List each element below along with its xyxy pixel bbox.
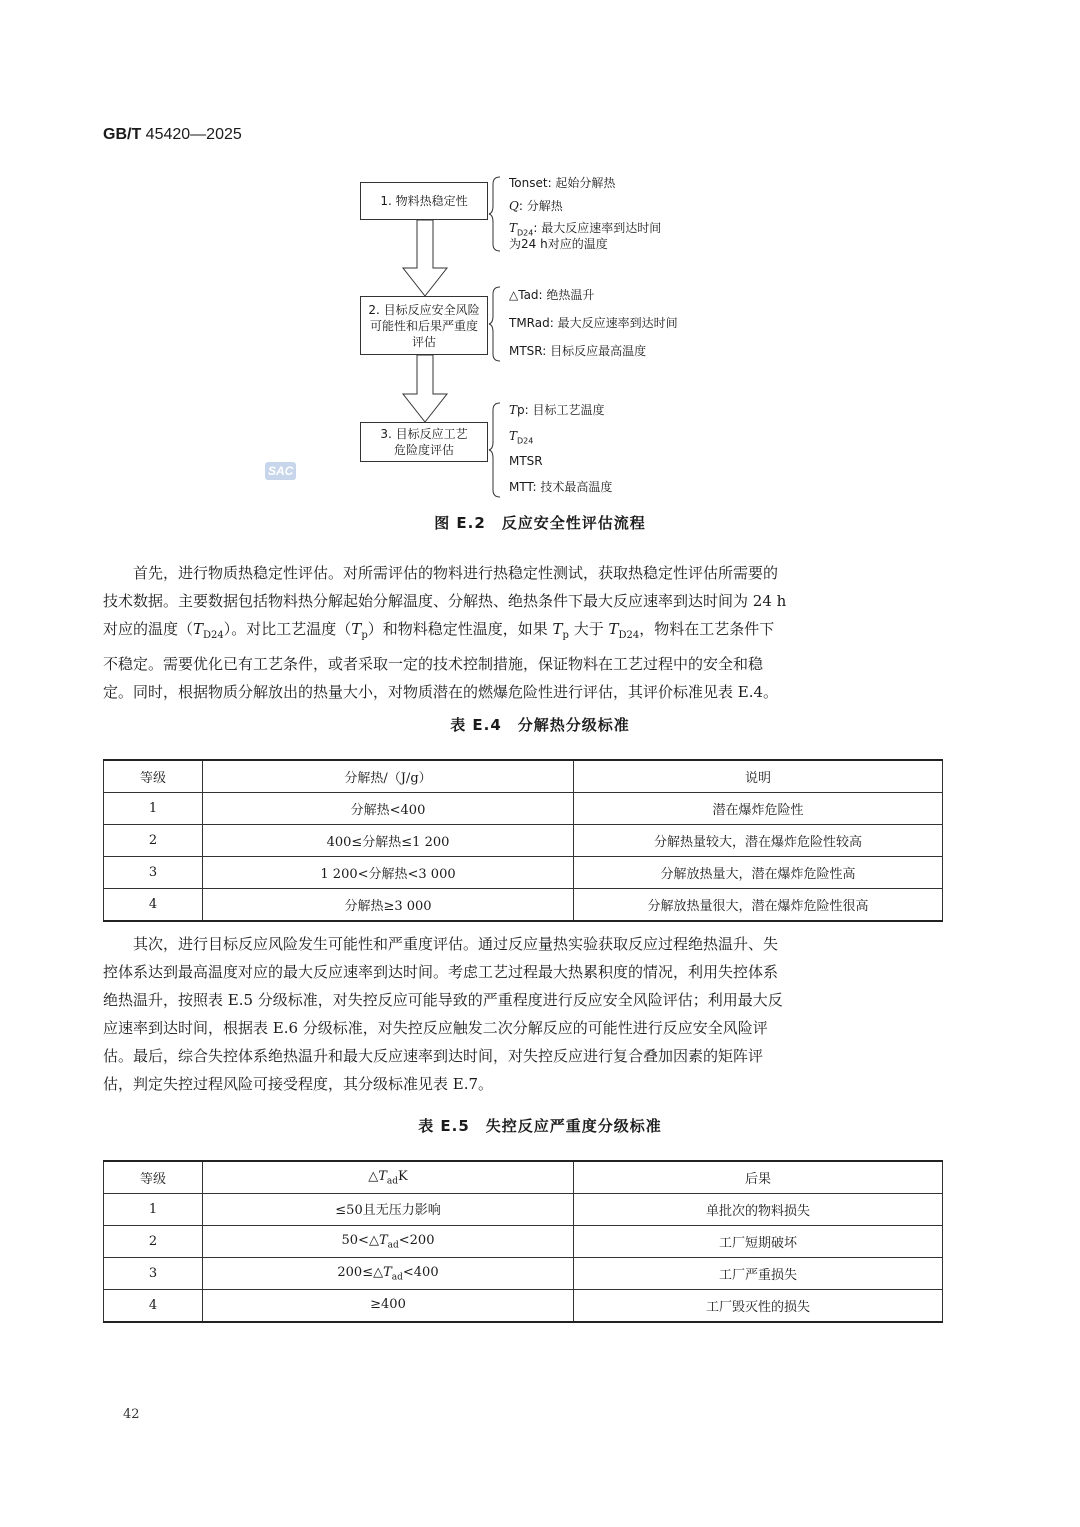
paragraph-risk-assessment: 其次，进行目标反应风险发生可能性和严重度评估。通过反应量热实验获取反应过程绝热温升、失 控体系达到最高温度对应的最大反应速率到达时间。考虑工艺过程最大热累积度的情况，利用失控体系 绝热温升，按照表 E.5 分级标准，对失控反应可能导致的严重程度进行反应安全风险评估；利用最大反 应速率到达时间，根据表 E.6 分级标准，对失控反应触发二次分解反应的可能性进行反应安全风险评 估。最后，综合失控体系绝热温升和最大反应速率到达时间，对失控反应进行复合叠加因素的矩阵评 估，判定失控过程风险可接受程度，其分级标准见表 E.7。: [103, 935, 783, 1093]
cell-consequence: 工厂严重损失: [574, 1258, 943, 1290]
header-level: 等级: [104, 1161, 203, 1194]
cell-level: 2: [104, 1226, 203, 1258]
sac-watermark: SAC: [265, 462, 296, 480]
table-header-row: [104, 1161, 943, 1194]
table-row: [104, 1258, 943, 1290]
cell-consequence: 工厂毁灭性的损失: [574, 1290, 943, 1323]
table-row: [104, 825, 943, 857]
document-id: GB/T 45420—2025: [103, 126, 242, 143]
table-row: [104, 793, 943, 825]
table-e4-caption: 表 E.4 分解热分级标准: [450, 716, 630, 734]
cell-consequence: 工厂短期破坏: [574, 1226, 943, 1258]
header-delta-tad: $\triangle T_{ad}K$: [203, 1161, 574, 1194]
param-q: Q: 分解热: [509, 199, 563, 213]
cell-level: 3: [104, 857, 203, 889]
table-header-row: [104, 760, 943, 793]
cell-consequence: 单批次的物料损失: [574, 1194, 943, 1226]
cell-delta-tad: $200\le\triangle T_{ad}<400$: [203, 1258, 574, 1290]
table-row: [104, 857, 943, 889]
cell-level: 2: [104, 825, 203, 857]
param-delta-tad: △Tad: 绝热温升: [509, 288, 595, 302]
flow-step-2-box: 2. 目标反应安全风险 可能性和后果严重度 评估: [360, 296, 488, 355]
param-td24-line2: 为24 h对应的温度: [509, 237, 608, 251]
table-row: [104, 1226, 943, 1258]
cell-delta-tad: $50<\triangle T_{ad}<200$: [203, 1226, 574, 1258]
flow-step-1-box: 1. 物料热稳定性: [360, 182, 488, 220]
cell-description: 分解放热量大，潜在爆炸危险性高: [574, 857, 943, 889]
header-level: 等级: [104, 760, 203, 793]
cell-level: 3: [104, 1258, 203, 1290]
flow-arrow-2: [403, 355, 447, 422]
table-row: [104, 889, 943, 922]
paragraph-thermal-stability: 首先，进行物质热稳定性评估。对所需评估的物料进行热稳定性测试，获取热稳定性评估所需要的 技术数据。主要数据包括物料热分解起始分解温度、分解热、绝热条件下最大反应速率到达时间为 24 h 对应的温度$(T_{D24})$。对比工艺温度$(T_p)$和物料稳定性温度，如果 $T_p$ 大于 $T_{D24}$，物料在工艺条件下 不稳定。需要优化已有工艺条件，或者采取一定的技术控制措施，保证物料在工艺过程中的安全和稳 定。同时，根据物质分解放出的热量大小，对物质潜在的燃爆危险性进行评估，其评价标准见表 E.4。: [103, 564, 787, 701]
param-tonset: Tonset: 起始分解热: [509, 176, 616, 190]
header-description: 说明: [574, 760, 943, 793]
cell-description: 分解放热量很大，潜在爆炸危险性很高: [574, 889, 943, 922]
table-row: [104, 1194, 943, 1226]
brace-3: [488, 402, 504, 498]
cell-level: 4: [104, 1290, 203, 1323]
param-tp: Tp: 目标工艺温度: [509, 403, 605, 417]
cell-delta-tad: ≤50且无压力影响: [203, 1194, 574, 1226]
cell-level: 1: [104, 793, 203, 825]
flow-step-3-box: 3. 目标反应工艺 危险度评估: [360, 422, 488, 462]
cell-heat: 400≤分解热≤1 200: [203, 825, 574, 857]
table-e5: [103, 1160, 943, 1323]
header-decomp-heat: 分解热/（J/g）: [203, 760, 574, 793]
table-e5-caption: 表 E.5 失控反应严重度分级标准: [418, 1117, 662, 1135]
header-consequence: 后果: [574, 1161, 943, 1194]
cell-description: 潜在爆炸危险性: [574, 793, 943, 825]
cell-delta-tad: ≥400: [203, 1290, 574, 1323]
figure-caption: 图 E.2 反应安全性评估流程: [434, 514, 646, 532]
brace-2: [488, 286, 504, 362]
cell-level: 4: [104, 889, 203, 922]
cell-heat: 1 200<分解热<3 000: [203, 857, 574, 889]
cell-heat: 分解热<400: [203, 793, 574, 825]
cell-level: 1: [104, 1194, 203, 1226]
flow-arrow-1: [403, 220, 447, 296]
param-td24-short: $T_{D24}$: [509, 429, 534, 446]
cell-description: 分解热量较大，潜在爆炸危险性较高: [574, 825, 943, 857]
param-tmrad: TMRad: 最大反应速率到达时间: [509, 316, 678, 330]
param-mtt: MTT: 技术最高温度: [509, 480, 613, 494]
brace-1: [488, 176, 504, 252]
param-td24: $T_{D24}$: 最大反应速率到达时间: [509, 221, 662, 238]
param-mtsr-short: MTSR: [509, 454, 543, 468]
page-number: 42: [123, 1407, 140, 1422]
table-e4: [103, 759, 943, 922]
table-row: [104, 1290, 943, 1323]
param-mtsr: MTSR: 目标反应最高温度: [509, 344, 647, 358]
cell-heat: 分解热≥3 000: [203, 889, 574, 922]
